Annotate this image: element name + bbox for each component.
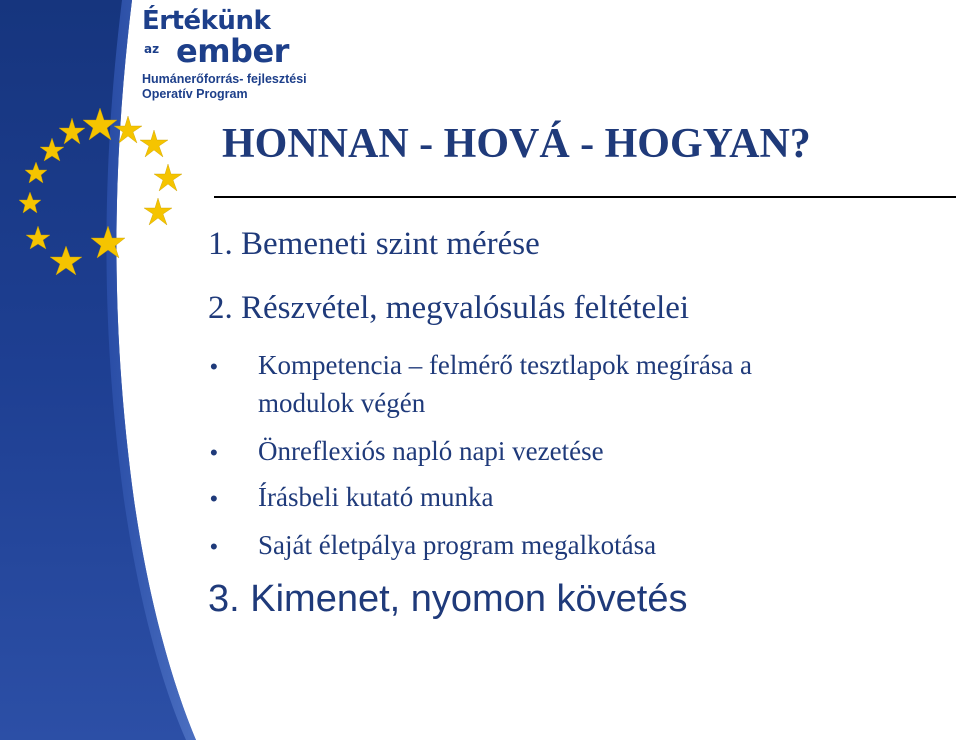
star-icon [26,226,50,249]
bullet-icon: • [210,354,218,379]
star-icon [40,138,64,161]
slide-title: HONNAN - HOVÁ - HOGYAN? [222,121,811,167]
star-icon [50,246,82,275]
program-logo [138,6,338,106]
star-icon [154,164,182,191]
star-icon [19,192,41,213]
star-icon [114,116,142,143]
bullet-icon: • [210,486,218,511]
bullet-icon: • [210,534,218,559]
list-item-2: 2. Részvétel, megvalósulás feltételei [208,290,690,326]
bullet-item-1-line-2: modulok végén [258,388,426,418]
bullet-item-1-line-1: Kompetencia – felmérő tesztlapok megírása a [258,350,753,380]
star-icon [144,198,172,225]
title-divider [214,196,956,198]
bullet-item-4: Saját életpálya program megalkotása [258,530,657,560]
logo-line-2a: az [144,42,160,56]
logo-line-2b: ember [176,32,289,70]
star-icon [83,108,117,140]
logo-line-3: Humánerőforrás- fejlesztési [142,72,307,86]
bullet-icon: • [210,440,218,465]
star-icon [59,118,85,144]
bullet-item-2: Önreflexiós napló napi vezetése [258,436,604,466]
star-icon [25,162,47,183]
logo-line-4: Operatív Program [142,87,248,101]
star-icon [140,130,168,157]
eu-stars-arc [0,100,200,300]
logo-line-1: Értékünk [142,6,271,36]
list-item-1: 1. Bemeneti szint mérése [208,226,540,262]
list-item-3: 3. Kimenet, nyomon követés [208,578,688,620]
bullet-item-3: Írásbeli kutató munka [258,482,494,512]
star-icon [91,226,125,258]
